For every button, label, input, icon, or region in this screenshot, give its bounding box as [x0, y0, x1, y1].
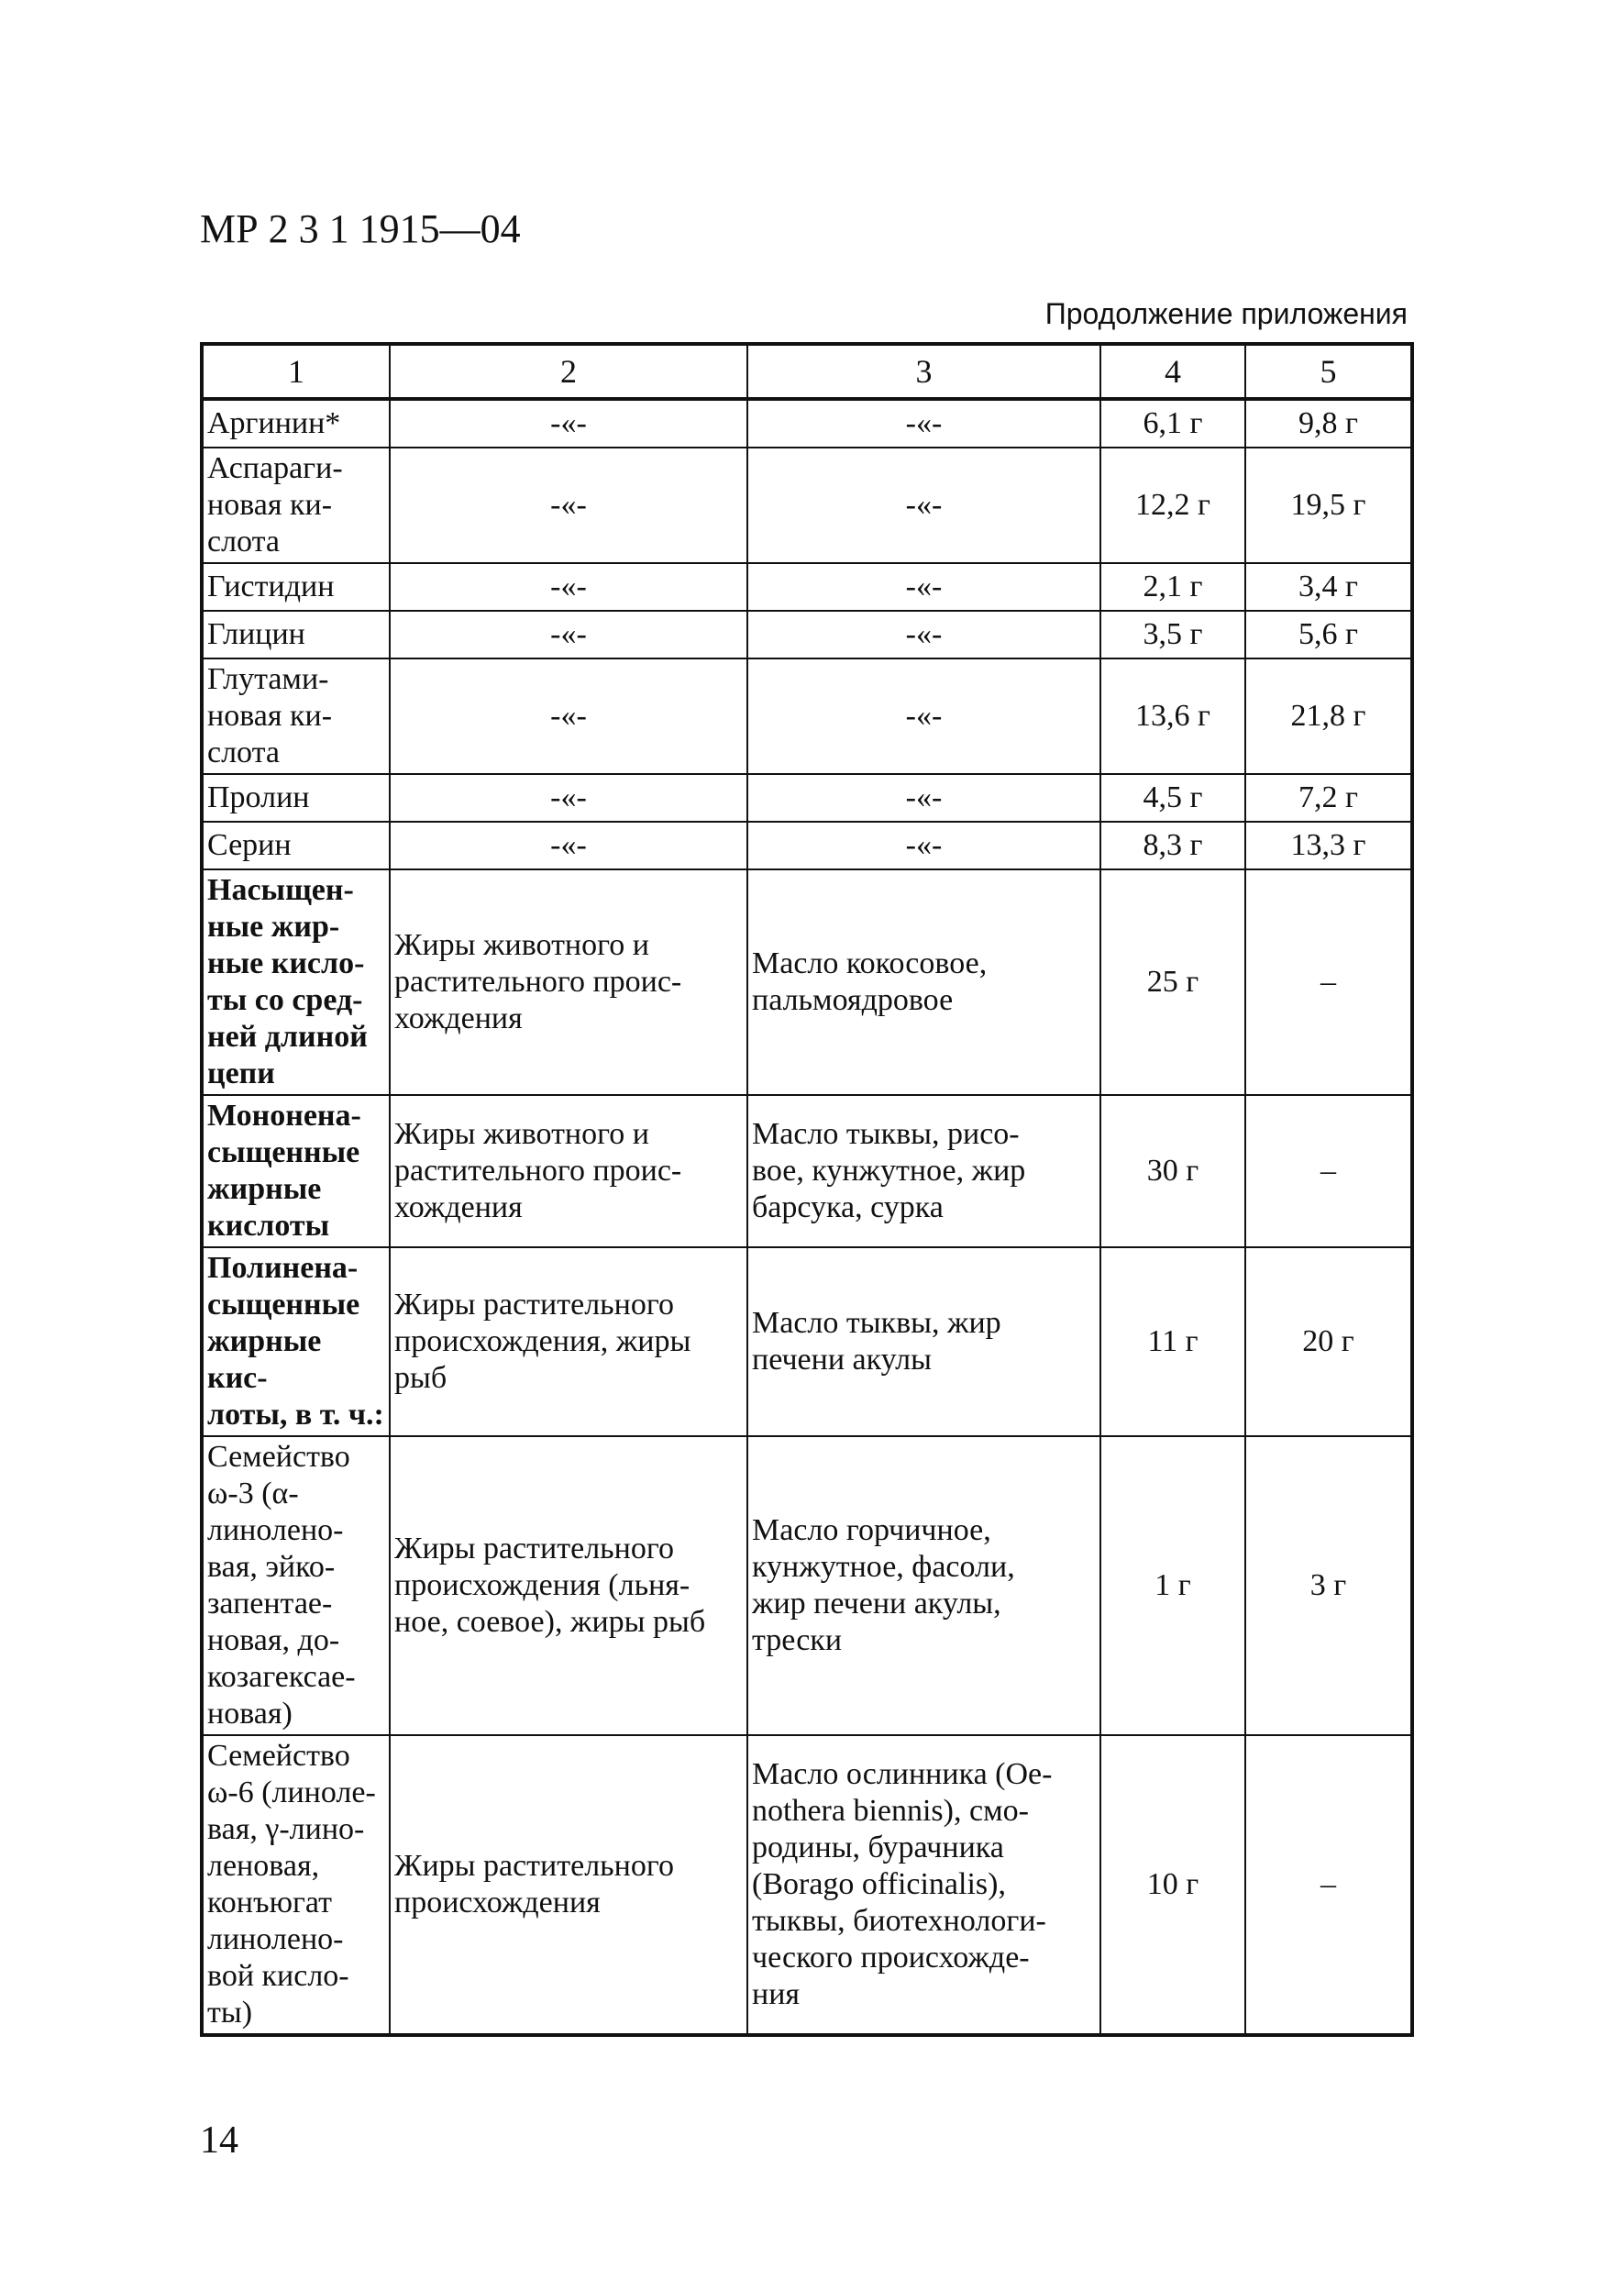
substance-name: Аргинин* [202, 399, 390, 448]
value-col5: 3,4 г [1245, 563, 1412, 611]
examples-cell [747, 1095, 1100, 1247]
substance-name: Глицин [202, 611, 390, 658]
value-col4: 30 г [1100, 1095, 1245, 1247]
table-row [202, 822, 1412, 869]
substance-name: Пролин [202, 774, 390, 822]
substance-name [202, 869, 390, 1095]
examples-cell: -«- [747, 658, 1100, 774]
table-row [202, 1095, 1412, 1247]
value-col5: 19,5 г [1245, 448, 1412, 563]
source-text: Жиры растительного происхождения, жиры рыб [394, 1288, 691, 1395]
table-row [202, 611, 1412, 658]
table-row [202, 1735, 1412, 2035]
examples-text: Масло тыквы, жир печени акулы [752, 1306, 1001, 1377]
value-col4: 10 г [1100, 1735, 1245, 2035]
examples-text: Масло тыквы, рисо- вое, кунжутное, жир барсука, сурка [752, 1117, 1026, 1224]
source-cell: -«- [390, 563, 747, 611]
table-row [202, 1247, 1412, 1436]
examples-cell [747, 1436, 1100, 1735]
substance-name [202, 448, 390, 563]
source-cell: -«- [390, 658, 747, 774]
substance-name-text: Семейство ω-6 (линоле- вая, γ-лино- леновая, конъюгат линоленo- вой кисло- ты) [207, 1739, 376, 2030]
substance-name [202, 658, 390, 774]
value-col5: 5,6 г [1245, 611, 1412, 658]
examples-cell: -«- [747, 822, 1100, 869]
value-col4: 4,5 г [1100, 774, 1245, 822]
examples-cell [747, 1735, 1100, 2035]
source-cell: -«- [390, 611, 747, 658]
substance-name [202, 1247, 390, 1436]
column-header-3: 3 [747, 344, 1100, 399]
value-col5: 7,2 г [1245, 774, 1412, 822]
page-number: 14 [200, 2119, 238, 2162]
value-col4: 3,5 г [1100, 611, 1245, 658]
source-cell: -«- [390, 399, 747, 448]
source-cell [390, 1735, 747, 2035]
value-col5: 3 г [1245, 1436, 1412, 1735]
source-cell [390, 869, 747, 1095]
appendix-continuation-label: Продолжение приложения [1044, 297, 1408, 330]
substance-name-text: Мононена- сыщенные жирные кислоты [207, 1099, 361, 1243]
value-col5: 20 г [1245, 1247, 1412, 1436]
source-cell [390, 1095, 747, 1247]
examples-cell [747, 869, 1100, 1095]
substance-name [202, 1436, 390, 1735]
value-col4: 11 г [1100, 1247, 1245, 1436]
table-row [202, 563, 1412, 611]
examples-text: Масло кокосовое, пальмоядровое [752, 946, 988, 1017]
examples-text: Масло горчичное, кунжутное, фасоли, жир печени акулы, трески [752, 1513, 1015, 1657]
column-header-4: 4 [1100, 344, 1245, 399]
examples-cell: -«- [747, 399, 1100, 448]
source-text: Жиры растительного происхождения (льня- ное, соевое), жиры рыб [394, 1532, 706, 1639]
substance-name-text: Глутами- новая ки- слота [207, 662, 333, 769]
source-cell: -«- [390, 822, 747, 869]
value-col4: 6,1 г [1100, 399, 1245, 448]
examples-cell [747, 1247, 1100, 1436]
nutrient-table [200, 342, 1414, 2037]
table-header-row [202, 344, 1412, 399]
value-col5: – [1245, 869, 1412, 1095]
substance-name: Серин [202, 822, 390, 869]
column-header-1: 1 [202, 344, 390, 399]
source-cell: -«- [390, 448, 747, 563]
table-row [202, 869, 1412, 1095]
value-col4: 2,1 г [1100, 563, 1245, 611]
substance-name-text: Семейство ω-3 (α- линоленo- вая, эйко- запентае- новая, до- козагексае- новая) [207, 1440, 356, 1731]
source-text: Жиры животного и растительного проис- хождения [394, 1117, 682, 1224]
examples-text: Масло ослинника (Oe- nothera biennis), смо- родины, бурачника (Borago officinalis), тыквы, биотехнологи- ческого происхожде- ния [752, 1757, 1053, 2011]
source-text: Жиры животного и растительного проис- хождения [394, 928, 682, 1035]
source-cell [390, 1247, 747, 1436]
value-col4: 1 г [1100, 1436, 1245, 1735]
column-header-2: 2 [390, 344, 747, 399]
table-row [202, 399, 1412, 448]
value-col4: 12,2 г [1100, 448, 1245, 563]
substance-name [202, 1095, 390, 1247]
examples-cell: -«- [747, 611, 1100, 658]
value-col5: – [1245, 1735, 1412, 2035]
value-col4: 8,3 г [1100, 822, 1245, 869]
substance-name-text: Полинена- сыщенные жирные кис- лоты, в т. ч.: [207, 1251, 384, 1432]
substance-name-text: Аспараги- новая ки- слота [207, 451, 343, 559]
table-row [202, 658, 1412, 774]
substance-name: Гистидин [202, 563, 390, 611]
substance-name-text: Насыщен- ные жир- ные кисло- ты со сред- ней длиной цепи [207, 873, 368, 1090]
source-cell: -«- [390, 774, 747, 822]
value-col5: 21,8 г [1245, 658, 1412, 774]
value-col4: 13,6 г [1100, 658, 1245, 774]
table-row [202, 1436, 1412, 1735]
examples-cell: -«- [747, 774, 1100, 822]
substance-name [202, 1735, 390, 2035]
table-row [202, 448, 1412, 563]
source-cell [390, 1436, 747, 1735]
document-code: МР 2 3 1 1915—04 [200, 206, 521, 251]
column-header-5: 5 [1245, 344, 1412, 399]
table-row [202, 774, 1412, 822]
examples-cell: -«- [747, 563, 1100, 611]
source-text: Жиры растительного происхождения [394, 1849, 674, 1919]
value-col5: 9,8 г [1245, 399, 1412, 448]
value-col5: – [1245, 1095, 1412, 1247]
value-col5: 13,3 г [1245, 822, 1412, 869]
value-col4: 25 г [1100, 869, 1245, 1095]
examples-cell: -«- [747, 448, 1100, 563]
